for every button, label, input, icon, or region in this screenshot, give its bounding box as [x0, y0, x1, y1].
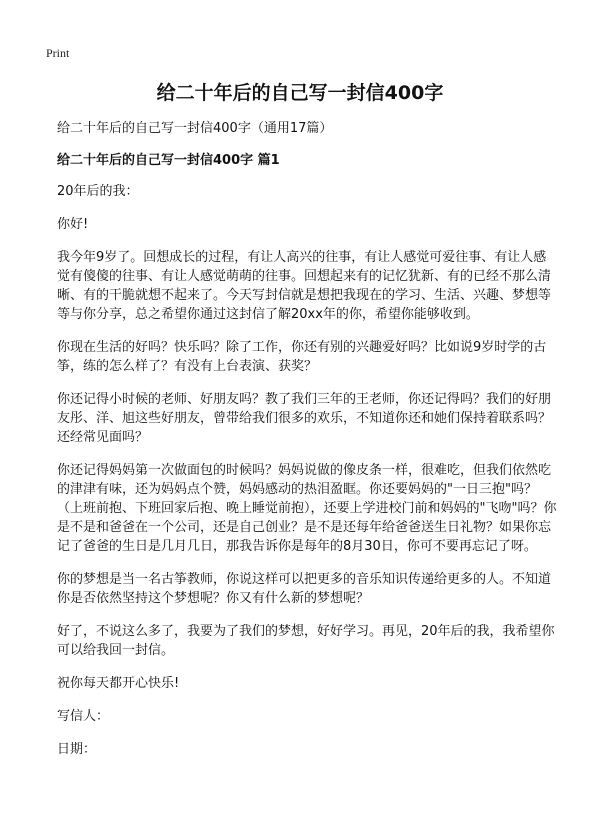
paragraph-family: 你还记得妈妈第一次做面包的时候吗？妈妈说做的像皮条一样，很难吃，但我们依然吃的津津有味，还为妈妈点个赞，妈妈感动的热泪盈眶。你还要妈妈的"一日三抱"吗？（上班前抱、下班回家后抱、晚上睡觉前抱），还要上学进校门前和妈妈的"飞吻"吗？你是不是和爸爸在一个公司，还是自己创业？是不是还每年给爸爸送生日礼物？如果你忘记了爸爸的生日是几月几日，那我告诉你是每年的8月30日，你可不要再忘记了呀。	[57, 463, 557, 554]
paragraph-intro: 我今年9岁了。回想成长的过程，有让人高兴的往事，有让人感觉可爱往事、有让人感觉有傻傻的往事、有让人感觉萌萌的往事。回想起来有的记忆犹新、有的已经不那么清晰、有的干脆就想不起来了。今天写封信就是想把我现在的学习、生活、兴趣、梦想等等与你分享，总之希望你通过这封信了解20xx年的你，希望你能够收到。	[57, 250, 552, 322]
paragraph-friends: 你还记得小时候的老师、好朋友吗？教了我们三年的王老师，你还记得吗？我们的好朋友彤、洋、旭这些好朋友，曾带给我们很多的欢乐，不知道你还和她们保持着联系吗？还经常见面吗？	[57, 392, 552, 445]
print-link[interactable]: Print	[46, 46, 70, 60]
signature-line: 写信人：	[57, 709, 110, 724]
paragraph-life: 你现在生活的好吗？快乐吗？除了工作，你还有别的兴趣爱好吗？比如说9岁时学的古筝，练的怎么样了？有没有上台表演、获奖？	[57, 340, 547, 374]
date-line: 日期：	[57, 742, 97, 757]
article-body	[57, 120, 557, 773]
salutation-line: 你好!	[57, 217, 89, 232]
page-title: 给二十年后的自己写一封信400字	[156, 82, 444, 104]
article-subtitle: 给二十年后的自己写一封信400字（通用17篇）	[57, 121, 333, 136]
greeting-line: 20年后的我：	[57, 184, 139, 199]
blessing-line: 祝你每天都开心快乐!	[57, 676, 180, 691]
section-heading: 给二十年后的自己写一封信400字 篇1	[57, 153, 280, 168]
paragraph-dream: 你的梦想是当一名古筝教师，你说这样可以把更多的音乐知识传递给更多的人。不知道你是否依然坚持这个梦想呢？你又有什么新的梦想呢？	[57, 572, 552, 606]
paragraph-closing: 好了，不说这么多了，我要为了我们的梦想，好好学习。再见，20年后的我，我希望你可以给我回一封信。	[57, 624, 555, 658]
